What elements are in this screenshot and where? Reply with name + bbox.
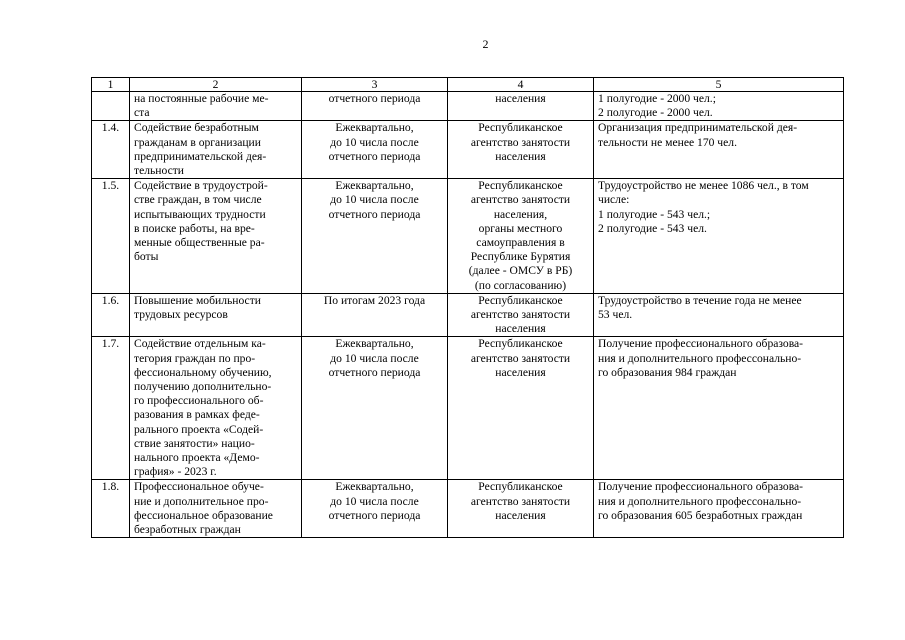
cell-text-line: гражданам в организации	[134, 135, 261, 149]
executor-cell	[448, 121, 594, 179]
measure-cell	[130, 179, 302, 294]
cell-text-line: получению дополнительно-	[134, 380, 272, 394]
cell-text-line: го образования 984 граждан	[598, 365, 737, 379]
row-number-cell: 1.5.	[92, 179, 130, 294]
deadline-cell	[302, 92, 448, 121]
cell-text-line: Профессиональное обуче-	[134, 480, 264, 494]
cell-text-line: (по согласованию)	[474, 278, 567, 292]
row-number-cell: 1.6.	[92, 293, 130, 337]
cell-text-line: отчетного периода	[328, 508, 421, 522]
deadline-cell	[302, 179, 448, 294]
cell-text-line: отчетного периода	[328, 365, 421, 379]
cell-text-line: го образования 605 безработных граждан	[598, 508, 803, 522]
row-number-cell	[92, 92, 130, 121]
cell-text-line: графия» - 2023 г.	[134, 465, 217, 479]
table-row	[92, 179, 844, 294]
cell-text-line: ние и дополнительное про-	[134, 494, 269, 508]
cell-text-line: рального проекта «Содей-	[134, 422, 264, 436]
cell-text-line: Содействие в трудоустрой-	[134, 179, 268, 193]
cell-text-line: в поиске работы, на вре-	[134, 221, 255, 235]
cell-text-line: Ежеквартально,	[335, 480, 414, 494]
measure-cell	[130, 121, 302, 179]
cell-text-line: Организация предпринимательской дея-	[598, 121, 798, 135]
result-cell	[594, 293, 844, 337]
cell-text-line: ния и дополнительного профессонально-	[598, 351, 802, 365]
cell-text-line: тельности не менее 170 чел.	[598, 135, 737, 149]
cell-text-line: (далее - ОМСУ в РБ)	[468, 264, 573, 278]
deadline-cell	[302, 121, 448, 179]
cell-text-line: фессиональное образование	[134, 508, 273, 522]
cell-text-line: Трудоустройство в течение года не менее	[598, 293, 802, 307]
row-number-cell: 1.8.	[92, 480, 130, 538]
cell-text-line: менные общественные ра-	[134, 236, 265, 250]
cell-text-line: фессиональному обучению,	[134, 365, 272, 379]
result-cell	[594, 92, 844, 121]
cell-text-line: населения	[495, 508, 546, 522]
row-number-cell: 1.7.	[92, 337, 130, 480]
cell-text-line: Трудоустройство не менее 1086 чел., в том	[598, 179, 809, 193]
cell-text-line: испытывающих трудности	[134, 207, 266, 221]
table-header-row	[92, 78, 844, 92]
cell-text-line: Республиканское	[478, 337, 563, 351]
cell-text-line: до 10 числа после	[330, 193, 419, 207]
cell-text-line: Республиканское	[478, 121, 563, 135]
cell-text-line: Содействие безработным	[134, 121, 259, 135]
executor-cell	[448, 480, 594, 538]
cell-text-line: числе:	[598, 193, 630, 207]
cell-text-line: Республиканское	[478, 293, 563, 307]
cell-text-line: отчетного периода	[328, 207, 421, 221]
cell-text-line: По итогам 2023 года	[323, 293, 426, 307]
cell-text-line: Получение профессионального образова-	[598, 337, 804, 351]
cell-text-line: ста	[134, 106, 150, 120]
cell-text-line: агентство занятости	[470, 494, 571, 508]
cell-text-line: отчетного периода	[328, 149, 421, 163]
cell-text-line: Ежеквартально,	[335, 337, 414, 351]
cell-text-line: населения	[495, 149, 546, 163]
deadline-cell	[302, 480, 448, 538]
cell-text-line: Ежеквартально,	[335, 179, 414, 193]
table-row	[92, 293, 844, 337]
measure-cell	[130, 293, 302, 337]
measure-cell	[130, 480, 302, 538]
cell-text-line: тегория граждан по про-	[134, 351, 256, 365]
cell-text-line: 2 полугодие - 2000 чел.	[598, 106, 713, 120]
cell-text-line: до 10 числа после	[330, 494, 419, 508]
cell-text-line: агентство занятости	[470, 193, 571, 207]
result-cell	[594, 480, 844, 538]
cell-text-line: Республиканское	[478, 480, 563, 494]
cell-text-line: боты	[134, 250, 159, 264]
cell-text-line: тельности	[134, 164, 184, 178]
cell-text-line: го профессионального об-	[134, 394, 264, 408]
cell-text-line: Получение профессионального образова-	[598, 480, 804, 494]
cell-text-line: до 10 числа после	[330, 351, 419, 365]
row-number-cell: 1.4.	[92, 121, 130, 179]
cell-text-line: безработных граждан	[134, 523, 241, 537]
cell-text-line: разования в рамках феде-	[134, 408, 260, 422]
cell-text-line: трудовых ресурсов	[134, 308, 228, 322]
result-cell	[594, 337, 844, 480]
table-row	[92, 337, 844, 480]
column-header-4: 4	[448, 78, 594, 92]
column-header-2: 2	[130, 78, 302, 92]
cell-text-line: 2 полугодие - 543 чел.	[598, 221, 707, 235]
cell-text-line: агентство занятости	[470, 308, 571, 322]
cell-text-line: агентство занятости	[470, 135, 571, 149]
deadline-cell	[302, 337, 448, 480]
cell-text-line: 53 чел.	[598, 308, 633, 322]
measures-table	[91, 77, 844, 538]
cell-text-line: на постоянные рабочие ме-	[134, 92, 269, 105]
cell-text-line: предпринимательской дея-	[134, 149, 267, 163]
deadline-cell	[302, 293, 448, 337]
cell-text-line: 1 полугодие - 543 чел.;	[598, 207, 711, 221]
cell-text-line: самоуправления в	[476, 236, 565, 250]
table-body	[92, 78, 844, 538]
cell-text-line: Содействие отдельным ка-	[134, 337, 266, 351]
table-row	[92, 92, 844, 121]
cell-text-line: населения	[495, 322, 546, 336]
executor-cell	[448, 337, 594, 480]
result-cell	[594, 121, 844, 179]
column-header-5: 5	[594, 78, 844, 92]
cell-text-line: ствие занятости» нацио-	[134, 436, 255, 450]
executor-cell	[448, 92, 594, 121]
cell-text-line: органы местного	[478, 221, 563, 235]
measure-cell	[130, 337, 302, 480]
cell-text-line: агентство занятости	[470, 351, 571, 365]
cell-text-line: населения,	[493, 207, 548, 221]
column-header-3: 3	[302, 78, 448, 92]
cell-text-line: Республике Бурятия	[470, 250, 571, 264]
cell-text-line: Ежеквартально,	[335, 121, 414, 135]
column-header-1: 1	[92, 78, 130, 92]
cell-text-line: Повышение мобильности	[134, 293, 261, 307]
cell-text-line: Республиканское	[478, 179, 563, 193]
page-number: 2	[482, 37, 489, 51]
cell-text-line: 1 полугодие - 2000 чел.;	[598, 92, 716, 105]
cell-text-line: ния и дополнительного профессонально-	[598, 494, 802, 508]
result-cell	[594, 179, 844, 294]
measure-cell	[130, 92, 302, 121]
cell-text-line: населения	[495, 365, 546, 379]
executor-cell	[448, 293, 594, 337]
table-row	[92, 121, 844, 179]
executor-cell	[448, 179, 594, 294]
cell-text-line: до 10 числа после	[330, 135, 419, 149]
cell-text-line: стве граждан, в том числе	[134, 193, 262, 207]
cell-text-line: населения	[495, 92, 546, 105]
cell-text-line: отчетного периода	[328, 92, 421, 105]
cell-text-line: нального проекта «Демо-	[134, 451, 260, 465]
table-row	[92, 480, 844, 538]
